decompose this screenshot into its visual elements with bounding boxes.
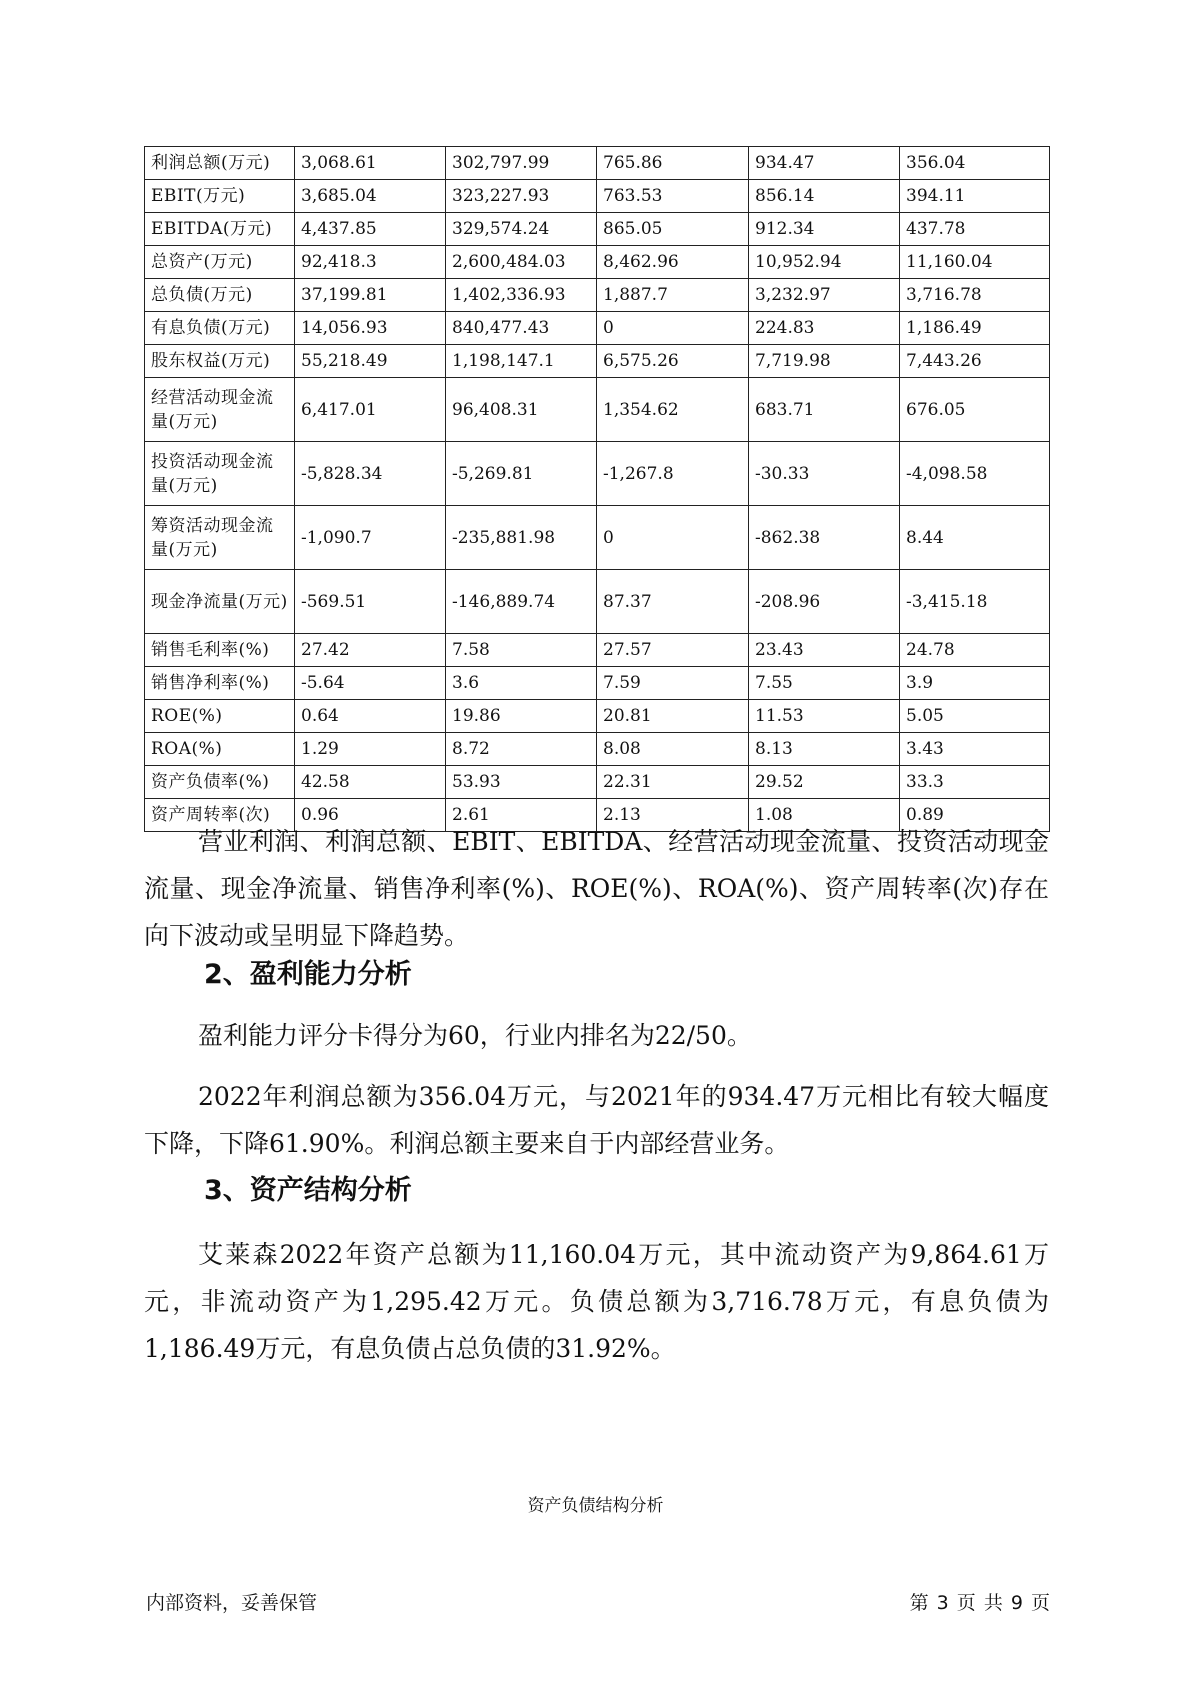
table-cell: -4,098.58 [900,442,1050,506]
table-cell: 7.58 [446,634,597,667]
profitability-heading: 2、盈利能力分析 [204,959,412,990]
asset-detail-paragraph: 艾莱森2022年资产总额为11,160.04万元，其中流动资产为9,864.61万元，非流动资产为1,295.42万元。负债总额为3,716.78万元，有息负债为1,186.49万元，有息负债占总负债的31.92%。 [144,1240,1049,1363]
row-label: 销售净利率(%) [145,667,295,700]
table-cell: 27.42 [295,634,446,667]
table-cell: 3,232.97 [749,279,900,312]
table-cell: 2.61 [446,799,597,832]
financial-table-body [145,147,1050,832]
table-cell: -30.33 [749,442,900,506]
table-cell: 7,443.26 [900,345,1050,378]
table-cell: -1,090.7 [295,506,446,570]
table-cell: 0.64 [295,700,446,733]
table-cell: -3,415.18 [900,570,1050,634]
table-cell: 20.81 [597,700,749,733]
table-cell: 11,160.04 [900,246,1050,279]
row-label: 投资活动现金流量(万元) [145,442,295,506]
table-cell: 3,716.78 [900,279,1050,312]
table-row [145,442,1050,506]
table-row [145,634,1050,667]
table-cell: 323,227.93 [446,180,597,213]
table-row [145,312,1050,345]
table-cell: 1,887.7 [597,279,749,312]
table-cell: 8,462.96 [597,246,749,279]
row-label: 资产负债率(%) [145,766,295,799]
table-cell: 0 [597,506,749,570]
table-row [145,246,1050,279]
table-row [145,378,1050,442]
table-row [145,345,1050,378]
figure-caption: 资产负债结构分析 [527,1496,664,1516]
row-label: EBIT(万元) [145,180,295,213]
table-cell: 0.89 [900,799,1050,832]
table-row [145,279,1050,312]
table-cell: 3.6 [446,667,597,700]
table-cell: 8.72 [446,733,597,766]
trend-paragraph: 营业利润、利润总额、EBIT、EBITDA、经营活动现金流量、投资活动现金流量、现金净流量、销售净利率(%)、ROE(%)、ROA(%)、资产周转率(次)存在向下波动或呈明显下降趋势。 [144,827,1049,950]
table-cell: 765.86 [597,147,749,180]
table-cell: -5,828.34 [295,442,446,506]
row-label: ROE(%) [145,700,295,733]
footer-page-number: 第 3 页 共 9 页 [909,1592,1051,1614]
table-cell: 2,600,484.03 [446,246,597,279]
table-cell: 5.05 [900,700,1050,733]
table-cell: 6,575.26 [597,345,749,378]
table-cell: 92,418.3 [295,246,446,279]
table-cell: 3.43 [900,733,1050,766]
table-cell: 394.11 [900,180,1050,213]
table-row [145,180,1050,213]
table-cell: -5,269.81 [446,442,597,506]
row-label: EBITDA(万元) [145,213,295,246]
financial-indicators-table [144,146,1050,832]
table-cell: 29.52 [749,766,900,799]
row-label: 股东权益(万元) [145,345,295,378]
table-cell: 329,574.24 [446,213,597,246]
table-cell: 14,056.93 [295,312,446,345]
table-cell: 1.08 [749,799,900,832]
table-cell: 763.53 [597,180,749,213]
profit-score-paragraph: 盈利能力评分卡得分为60，行业内排名为22/50。 [198,1021,752,1050]
table-cell: 934.47 [749,147,900,180]
table-cell: 42.58 [295,766,446,799]
table-cell: -146,889.74 [446,570,597,634]
row-label: ROA(%) [145,733,295,766]
table-cell: 856.14 [749,180,900,213]
table-cell: 7.59 [597,667,749,700]
table-cell: 2.13 [597,799,749,832]
table-cell: 683.71 [749,378,900,442]
table-cell: 865.05 [597,213,749,246]
table-cell: 33.3 [900,766,1050,799]
table-cell: 3.9 [900,667,1050,700]
table-cell: 8.08 [597,733,749,766]
table-cell: 1,186.49 [900,312,1050,345]
table-row [145,570,1050,634]
table-row [145,733,1050,766]
row-label: 销售毛利率(%) [145,634,295,667]
table-cell: -862.38 [749,506,900,570]
table-cell: 55,218.49 [295,345,446,378]
row-label: 利润总额(万元) [145,147,295,180]
table-cell: 6,417.01 [295,378,446,442]
table-row [145,506,1050,570]
table-cell: 23.43 [749,634,900,667]
table-cell: 1,402,336.93 [446,279,597,312]
table-cell: 0.96 [295,799,446,832]
table-cell: -235,881.98 [446,506,597,570]
row-label: 筹资活动现金流量(万元) [145,506,295,570]
table-cell: 8.13 [749,733,900,766]
profit-detail-paragraph: 2022年利润总额为356.04万元，与2021年的934.47万元相比有较大幅度下降，下降61.90%。利润总额主要来自于内部经营业务。 [144,1082,1049,1158]
table-cell: 8.44 [900,506,1050,570]
table-cell: 53.93 [446,766,597,799]
table-cell: 356.04 [900,147,1050,180]
table-cell: 7.55 [749,667,900,700]
footer-confidential-note: 内部资料，妥善保管 [146,1592,318,1614]
table-cell: 10,952.94 [749,246,900,279]
table-cell: 912.34 [749,213,900,246]
row-label: 有息负债(万元) [145,312,295,345]
table-cell: -5.64 [295,667,446,700]
table-row [145,700,1050,733]
table-row [145,147,1050,180]
table-cell: 11.53 [749,700,900,733]
table-cell: 1,198,147.1 [446,345,597,378]
table-cell: 3,068.61 [295,147,446,180]
table-cell: 224.83 [749,312,900,345]
table-cell: 1,354.62 [597,378,749,442]
table-cell: 7,719.98 [749,345,900,378]
row-label: 现金净流量(万元) [145,570,295,634]
table-cell: 840,477.43 [446,312,597,345]
table-cell: 676.05 [900,378,1050,442]
table-row [145,766,1050,799]
table-cell: 96,408.31 [446,378,597,442]
row-label: 经营活动现金流量(万元) [145,378,295,442]
table-cell: 437.78 [900,213,1050,246]
table-cell: -1,267.8 [597,442,749,506]
table-cell: 3,685.04 [295,180,446,213]
asset-structure-heading: 3、资产结构分析 [204,1175,412,1206]
table-row [145,667,1050,700]
table-cell: -569.51 [295,570,446,634]
table-cell: 0 [597,312,749,345]
table-cell: 302,797.99 [446,147,597,180]
row-label: 总负债(万元) [145,279,295,312]
row-label: 总资产(万元) [145,246,295,279]
table-cell: 19.86 [446,700,597,733]
table-cell: 4,437.85 [295,213,446,246]
table-cell: 87.37 [597,570,749,634]
table-cell: 27.57 [597,634,749,667]
table-cell: -208.96 [749,570,900,634]
table-cell: 24.78 [900,634,1050,667]
row-label: 资产周转率(次) [145,799,295,832]
table-cell: 22.31 [597,766,749,799]
table-row [145,213,1050,246]
table-cell: 37,199.81 [295,279,446,312]
table-cell: 1.29 [295,733,446,766]
